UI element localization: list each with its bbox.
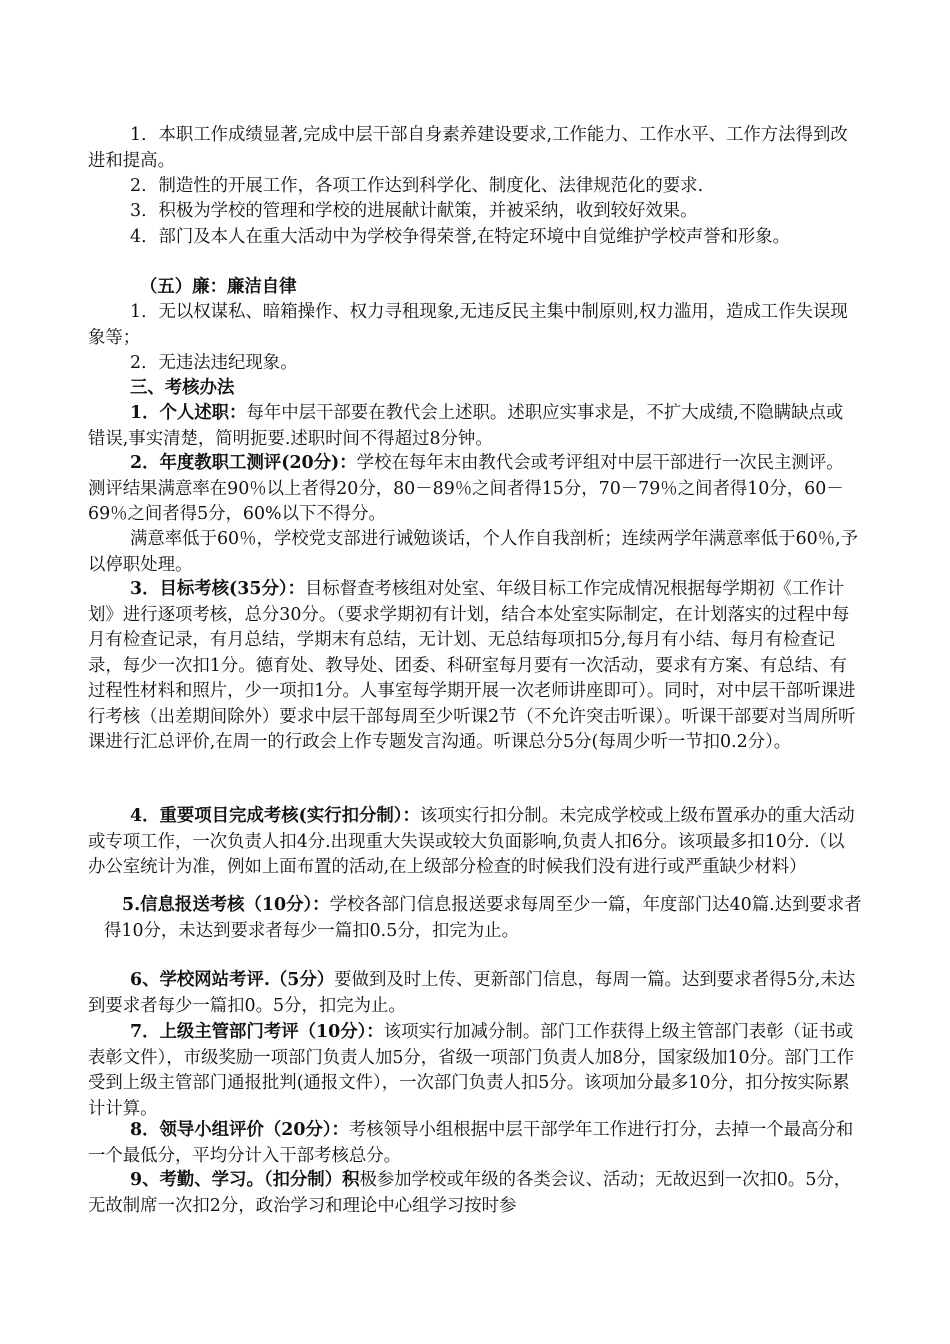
paragraph-text: 1．本职工作成绩显著,完成中层干部自身素养建设要求,工作能力、工作水平、工作方法得到改进和提高。 (88, 125, 848, 171)
paragraph-text: 目标督查考核组对处室、年级目标工作完成情况根据每学期初《工作计划》进行逐项考核，总分30分。（要求学期初有计划，结合本处室实际制定，在计划落实的过程中每月有检查记录，有月总结，学期末有总结，无计划、无总结每项扣5分,每月有小结、每月有检查记录，每少一次扣1分。德育处、教导处、团委、科研室每月要有一次活动，要求有方案、有总结、有过程性材料和照片，少一项扣1分。人事室每学期开展一次老师讲座即可）。同时，对中层干部听课进行考核（出差期间除外）要求中层干部每周至少听课2节（不允许突击听课）。听课干部要对当周所听课进行汇总评价,在周一的行政会上作专题发言沟通。听课总分5分(每周少听一节扣0.2分）。 (88, 579, 856, 752)
paragraph-text: 该项实行加减分制。部门工作获得上级主管部门表彰（证书或表彰文件），市级奖励一项部门负责人加5分，省级一项部门负责人加8分，国家级加10分。部门工作受到上级主管部门通报批判(通报文件），一次部门负责人扣5分。该项加分最多10分，扣分按实际累计计算。 (88, 1022, 854, 1119)
paragraph (88, 527, 860, 578)
heading-text: （五）廉：廉洁自律 (140, 277, 297, 297)
paragraph-text: 该项实行扣分制。未完成学校或上级布置承办的重大活动或专项工作，一次负责人扣4分.出现重大失误或较大负面影响,负责人扣6分。该项最多扣10分.（以办公室统计为准，例如上面布置的活动,在上级部分检查的时候我们没有进行或严重缺少材料） (88, 806, 855, 877)
item-heading: 1．个人述职： (130, 403, 247, 423)
item-heading: 7．上级主管部门考评（10分）： (130, 1022, 384, 1042)
paragraph-text: 考核领导小组根据中层干部学年工作进行打分，去掉一个最高分和一个最低分，平均分计入干部考核总分。 (88, 1120, 854, 1166)
paragraph (88, 225, 860, 251)
paragraph-text: 要做到及时上传、更新部门信息，每周一篇。达到要求者得5分,未达到要求者每少一篇扣0。5分，扣完为止。 (88, 970, 856, 1016)
section-heading (88, 376, 860, 402)
paragraph-text: 3．积极为学校的管理和学校的进展献计献策，并被采纳，收到较好效果。 (130, 201, 698, 221)
paragraph-text: 2．无违法违纪现象。 (130, 353, 298, 373)
paragraph-text: 学校各部门信息报送要求每周至少一篇，年度部门达40篇.达到要求者得10分，未达到要求者每少一篇扣0.5分，扣完为止。 (104, 895, 862, 941)
paragraph (88, 199, 860, 225)
paragraph (104, 893, 862, 944)
paragraph (88, 174, 860, 200)
item-heading: 5.信息报送考核（10分）： (122, 895, 330, 915)
paragraph (88, 804, 860, 881)
paragraph-text: 2．制造性的开展工作，各项工作达到科学化、制度化、法律规范化的要求. (130, 176, 704, 196)
paragraph (88, 351, 860, 377)
paragraph-text: 极参加学校或年级的各类会议、活动；无故迟到一次扣0。5分，无故制席一次扣2分，政治学习和理论中心组学习按时参 (88, 1170, 852, 1216)
item-heading: 8．领导小组评价（20分）： (130, 1120, 349, 1140)
paragraph (88, 300, 860, 351)
section-heading (88, 275, 860, 301)
item-heading: 3．目标考核(35分）： (130, 579, 305, 599)
paragraph-text: 4．部门及本人在重大活动中为学校争得荣誉,在特定环境中自觉维护学校声誉和形象。 (130, 227, 791, 247)
paragraph (88, 1020, 860, 1122)
paragraph (88, 968, 860, 1019)
paragraph-text: 学校在每年末由教代会或考评组对中层干部进行一次民主测评。测评结果满意率在90％以上者得20分，80－89％之间者得15分，70－79％之间者得10分，60－69％之间者得5分，60%以下不得分。 (88, 453, 844, 524)
item-heading: 9、考勤、学习。（扣分制）积 (130, 1170, 360, 1190)
paragraph (88, 577, 860, 756)
paragraph-text: 满意率低于60％，学校党支部进行诫勉谈话，个人作自我剖析；连续两学年满意率低于60％,予以停职处理。 (88, 529, 859, 575)
item-heading: 6、学校网站考评.（5分） (130, 970, 335, 990)
paragraph (88, 451, 860, 528)
item-heading: 4．重要项目完成考核(实行扣分制）： (130, 806, 420, 826)
paragraph-text: 1．无以权谋私、暗箱操作、权力寻租现象,无违反民主集中制原则,权力滥用，造成工作失误现象等； (88, 302, 848, 348)
heading-text: 三、考核办法 (130, 378, 235, 398)
item-heading: 2．年度教职工测评(20分)： (130, 453, 357, 473)
paragraph (88, 1168, 860, 1219)
paragraph (88, 123, 860, 174)
paragraph (88, 1118, 860, 1169)
paragraph-text: 每年中层干部要在教代会上述职。述职应实事求是，不扩大成绩,不隐瞒缺点或错误,事实清楚，简明扼要.述职时间不得超过8分钟。 (88, 403, 844, 449)
paragraph (88, 401, 860, 452)
